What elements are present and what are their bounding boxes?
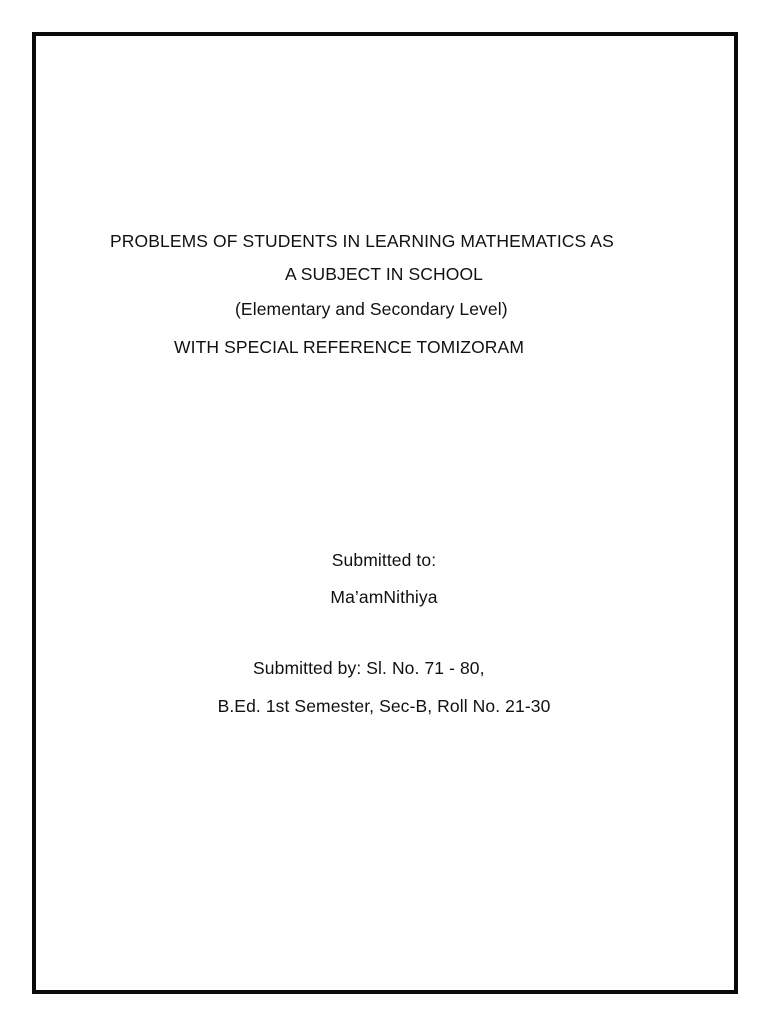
title-line-4: WITH SPECIAL REFERENCE TOMIZORAM [174,337,524,357]
title-line-2: A SUBJECT IN SCHOOL [284,264,483,284]
title-line-1: PROBLEMS OF STUDENTS IN LEARNING MATHEMATICS AS [110,231,614,251]
submitted-to-name: Ma’amNithiya [330,587,438,607]
submitted-by-line: Submitted by: Sl. No. 71 - 80, [253,658,485,678]
submitted-to-label: Submitted to: [331,550,437,570]
submitted-by-class-info: B.Ed. 1st Semester, Sec-B, Roll No. 21-30 [217,696,551,716]
title-subtitle: (Elementary and Secondary Level) [235,299,508,319]
page-border [32,32,738,994]
